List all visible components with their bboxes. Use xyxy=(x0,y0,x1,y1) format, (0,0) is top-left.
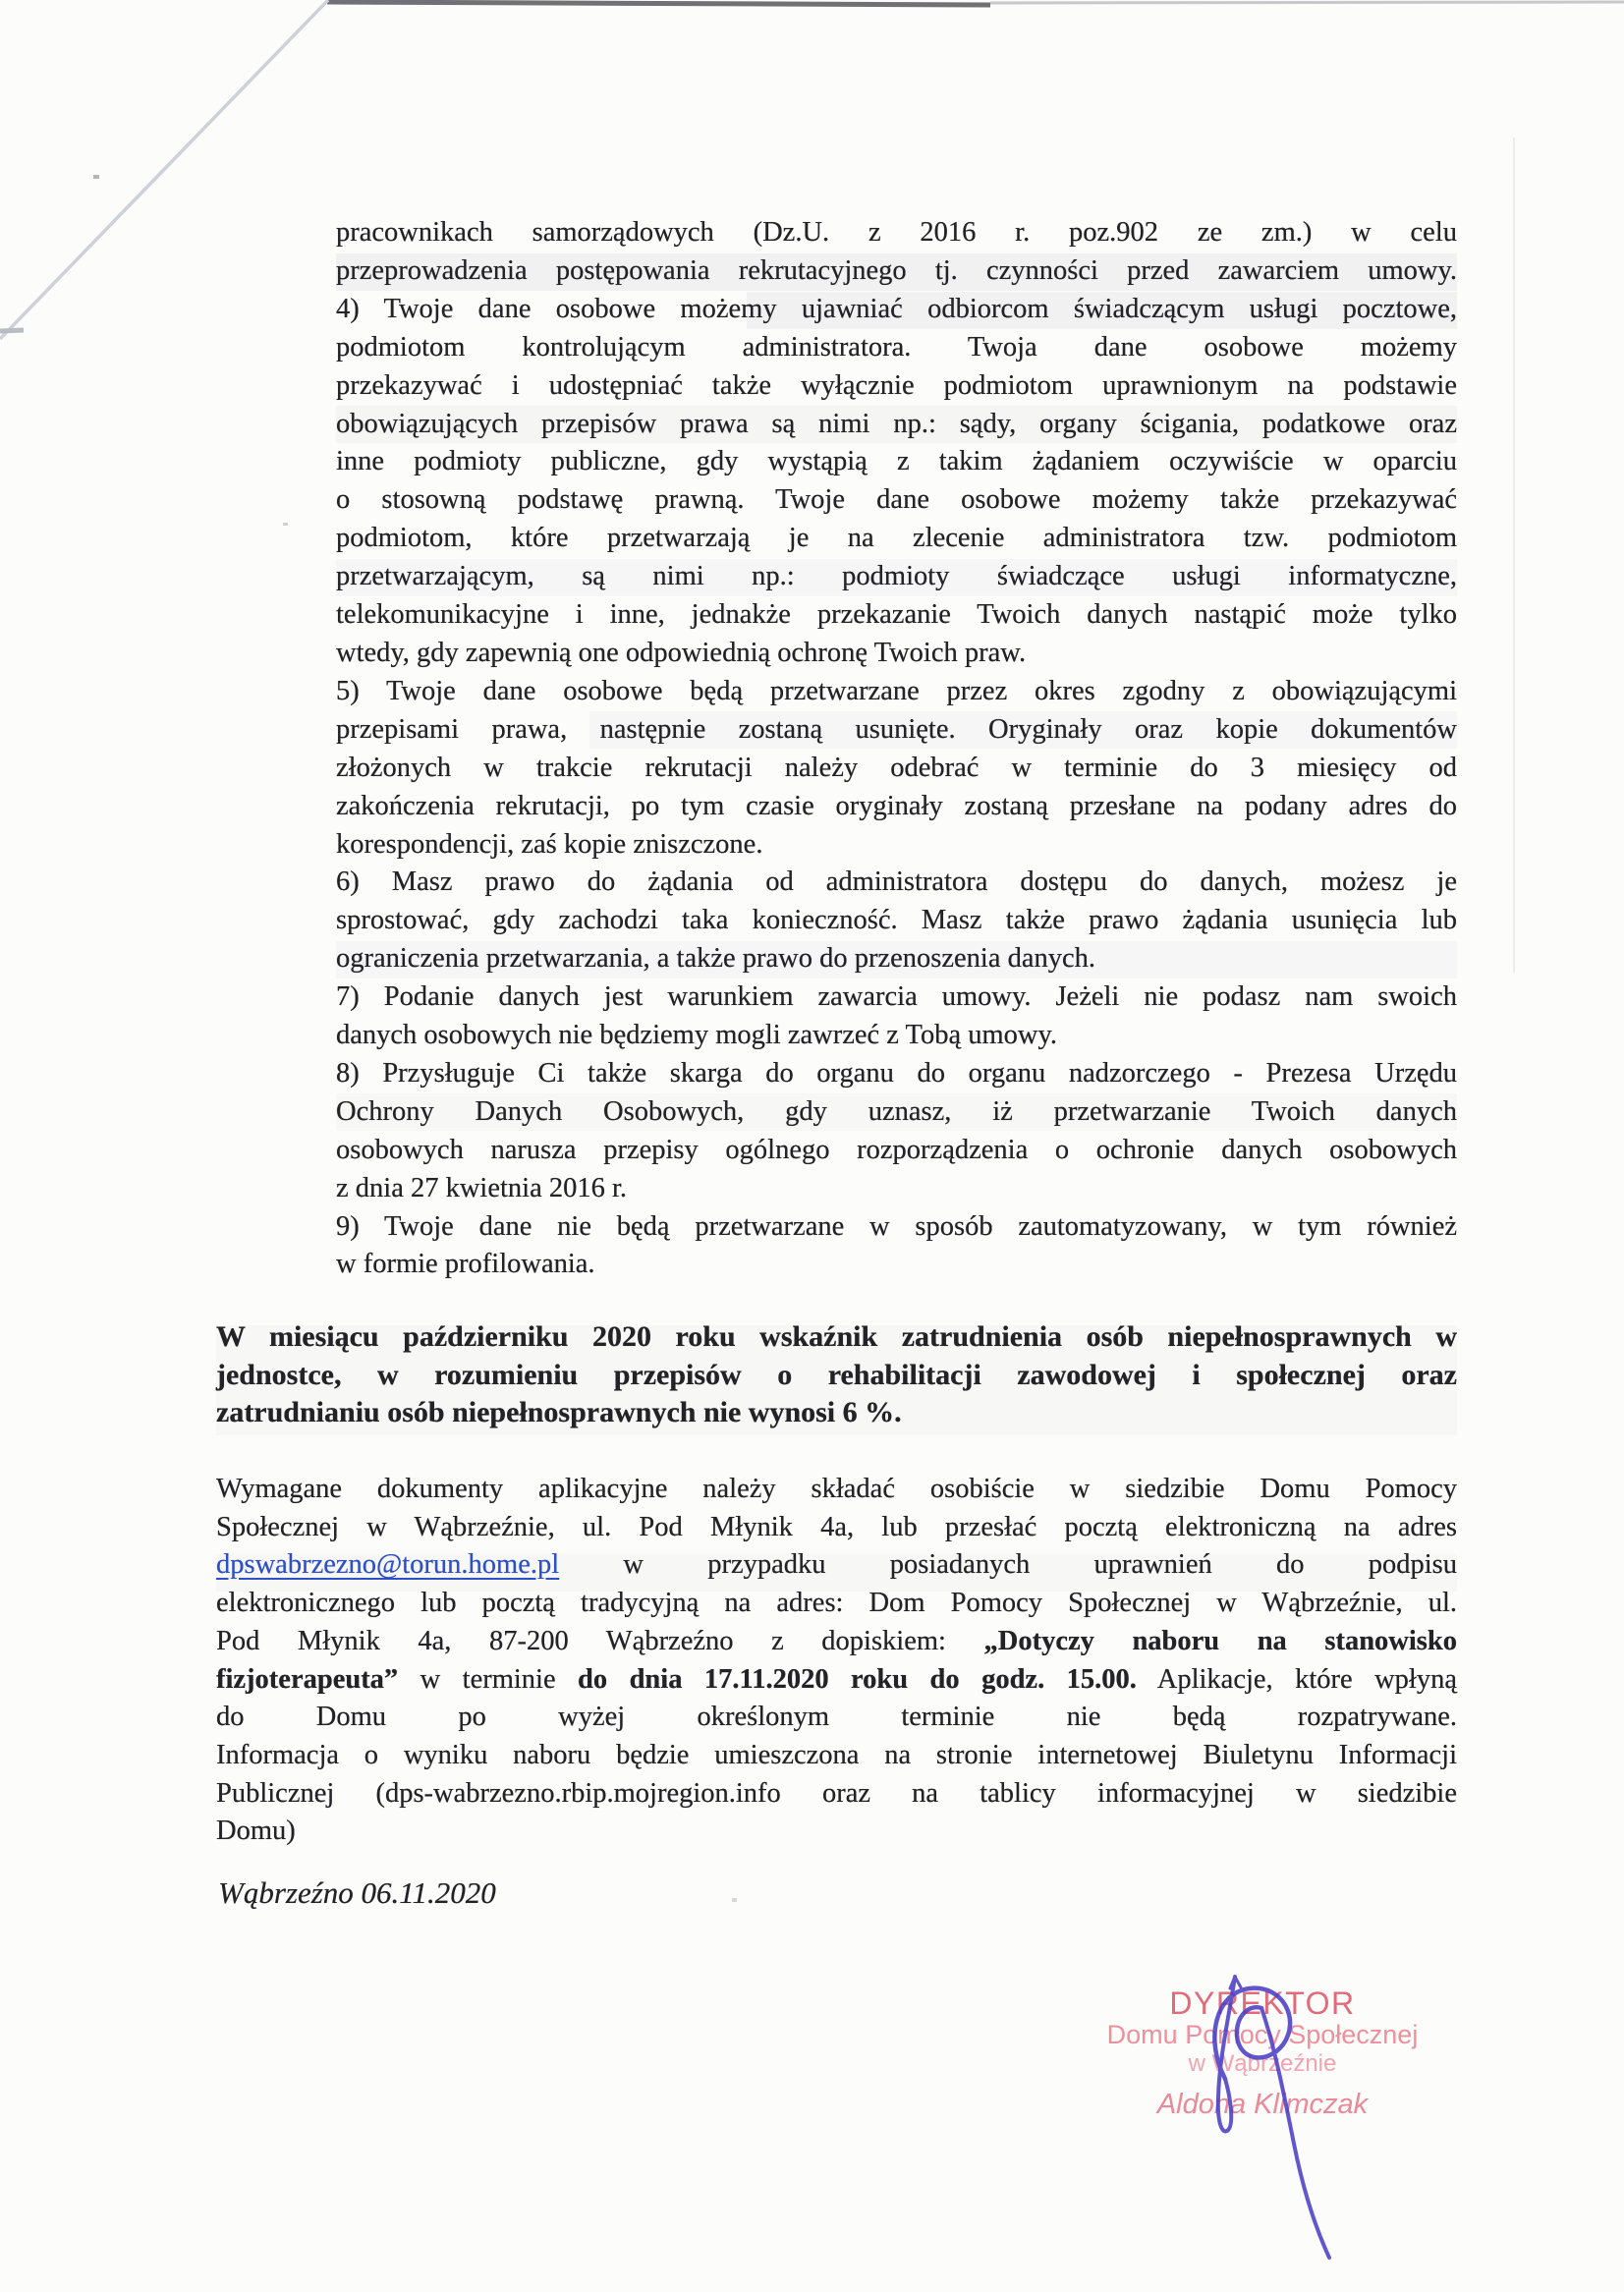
text-segment: przetwarzającym, są nimi np.: podmioty świadczące usługi informatyczne, xyxy=(336,561,1457,592)
text-segment: osobowych narusza przepisy ogólnego rozporządzenia o ochronie danych osobowych xyxy=(336,1134,1457,1165)
text-line xyxy=(216,1661,1457,1700)
stamp-organization: Domu Pomocy Społecznej xyxy=(1106,2020,1419,2049)
text-line xyxy=(336,1208,1457,1247)
text-line xyxy=(336,1170,1457,1208)
text-segment: telekomunikacyjne i inne, jednakże przekazanie Twoich danych nastąpić może tylko xyxy=(336,599,1457,631)
bold-text: fizjoterapeuta” xyxy=(216,1663,399,1695)
text-segment: 9) Twoje dane nie będą przetwarzane w sposób zautomatyzowany, w tym również xyxy=(336,1210,1457,1242)
text-line xyxy=(336,443,1457,481)
text-line xyxy=(336,635,1457,673)
text-segment: zatrudnianiu osób niepełnosprawnych nie wynosi 6 %. xyxy=(216,1396,902,1429)
text-line xyxy=(336,291,1457,329)
text-segment: przeprowadzenia postępowania rekrutacyjnego tj. czynności przed zawarciem umowy. xyxy=(336,254,1457,286)
text-line xyxy=(216,1471,1457,1509)
text-line xyxy=(336,329,1457,367)
text-line xyxy=(336,481,1457,520)
text-line xyxy=(336,940,1457,978)
application-instructions-paragraph xyxy=(216,1471,1457,1851)
text-segment: podmiotom kontrolującym administratora. Twoja dane osobowe możemy xyxy=(336,331,1457,363)
text-line xyxy=(336,1132,1457,1170)
text-line xyxy=(216,1699,1457,1737)
text-segment: o stosowną podstawę prawną. Twoje dane osobowe możemy także przekazywać xyxy=(336,484,1457,516)
text-line xyxy=(216,1318,1457,1357)
text-segment: Informacja o wyniku naboru będzie umieszczona na stronie internetowej Biuletynu Informacji xyxy=(216,1739,1457,1770)
text-segment: pracownikach samorządowych (Dz.U. z 2016 r. poz.902 ze zm.) w celu xyxy=(336,217,1457,248)
text-line xyxy=(216,1357,1457,1395)
text-segment: 6) Masz prawo do żądania od administratora dostępu do danych, możesz je xyxy=(336,866,1457,898)
text-segment: Ochrony Danych Osobowych, gdy uznasz, iż przetwarzanie Twoich danych xyxy=(336,1095,1457,1127)
text-line xyxy=(336,673,1457,711)
stamp-signatory-name: Aldona Klimczak xyxy=(1156,2089,1369,2120)
text-segment: Domu) xyxy=(216,1816,296,1847)
text-line xyxy=(336,711,1457,750)
text-segment: 4) Twoje dane osobowe możemy ujawniać odbiorcom świadczącym usługi pocztowe, xyxy=(336,293,1457,324)
text-line xyxy=(336,1017,1457,1055)
text-segment: W miesiącu październiku 2020 roku wskaźnik zatrudnienia osób niepełnosprawnych w xyxy=(216,1320,1457,1353)
text-segment: Publicznej (dps-wabrzezno.rbip.mojregion.info oraz na tablicy informacyjnej w siedzibie xyxy=(216,1777,1457,1809)
text-segment: w terminie xyxy=(398,1663,579,1695)
text-line xyxy=(336,1055,1457,1093)
text-segment: 8) Przysługuje Ci także skarga do organu do organu nadzorczego - Prezesa Urzędu xyxy=(336,1057,1457,1089)
text-segment: 7) Podanie danych jest warunkiem zawarcia umowy. Jeżeli nie podasz nam swoich xyxy=(336,981,1457,1013)
text-line xyxy=(336,902,1457,940)
text-segment: ograniczenia przetwarzania, a także prawo do przenoszenia danych. xyxy=(336,943,1096,975)
email-link[interactable]: dpswabrzezno@torun.home.pl xyxy=(216,1549,560,1581)
text-line xyxy=(336,214,1457,252)
text-segment: podmiotom, które przetwarzają je na zlecenie administratora tzw. podmiotom xyxy=(336,523,1457,554)
text-line xyxy=(216,1509,1457,1547)
text-line xyxy=(336,520,1457,558)
text-line xyxy=(336,1093,1457,1132)
text-segment: Wymagane dokumenty aplikacyjne należy składać osobiście w siedzibie Domu Pomocy xyxy=(216,1474,1457,1504)
text-line xyxy=(216,1585,1457,1623)
text-line xyxy=(336,558,1457,596)
text-segment: danych osobowych nie będziemy mogli zawrzeć z Tobą umowy. xyxy=(336,1020,1058,1051)
place-and-date-line: Wąbrzeźno 06.11.2020 xyxy=(218,1875,496,1910)
bold-text: „Dotyczy naboru na stanowisko xyxy=(983,1625,1457,1656)
text-line xyxy=(216,1394,1457,1432)
text-line xyxy=(216,1737,1457,1775)
text-line xyxy=(336,596,1457,635)
text-segment: złożonych w trakcie rekrutacji należy odebrać w terminie do 3 miesięcy od xyxy=(336,752,1457,783)
text-line xyxy=(336,864,1457,902)
text-segment: jednostce, w rozumieniu przepisów o rehabilitacji zawodowej i społecznej oraz xyxy=(216,1358,1457,1391)
text-segment: Społecznej w Wąbrzeźnie, ul. Pod Młynik 4a, lub przesłać pocztą elektroniczną na adres xyxy=(216,1511,1457,1542)
text-line xyxy=(336,978,1457,1017)
text-segment: korespondencji, zaś kopie zniszczone. xyxy=(336,828,763,860)
text-segment: 5) Twoje dane osobowe będą przetwarzane przez okres zgodny z obowiązującymi xyxy=(336,675,1457,706)
text-line xyxy=(216,1775,1457,1814)
text-segment: elektronicznego lub pocztą tradycyjną na adres: Dom Pomocy Społecznej w Wąbrzeźnie, ul. xyxy=(216,1588,1457,1619)
text-segment: sprostować, gdy zachodzi taka konieczność. Masz także prawo żądania usunięcia lub xyxy=(336,905,1457,936)
text-line xyxy=(336,367,1457,406)
text-segment: do Domu po wyżej określonym terminie nie będą rozpatrywane. xyxy=(216,1702,1457,1733)
text-segment: przekazywać i udostępniać także wyłącznie podmiotom uprawnionym na podstawie xyxy=(336,369,1457,401)
stamp-title: DYREKTOR xyxy=(1169,1985,1356,2021)
text-segment: w formie profilowania. xyxy=(336,1249,595,1280)
text-line xyxy=(336,252,1457,291)
rodo-clauses-paragraphs xyxy=(336,214,1457,1284)
text-line xyxy=(336,1246,1457,1284)
text-segment: Aplikacje, które wpłyną xyxy=(1136,1663,1457,1695)
text-line xyxy=(216,1813,1457,1851)
text-segment: w przypadku posiadanych uprawnień do podpisu xyxy=(559,1549,1457,1581)
director-stamp xyxy=(1095,1986,1429,2121)
text-segment: obowiązujących przepisów prawa są nimi np.: sądy, organy ścigania, podatkowe oraz xyxy=(336,408,1457,439)
text-line xyxy=(216,1546,1457,1585)
text-segment: z dnia 27 kwietnia 2016 r. xyxy=(336,1172,628,1203)
text-segment: przepisami prawa, następnie zostaną usunięte. Oryginały oraz kopie dokumentów xyxy=(336,713,1457,745)
text-line xyxy=(336,826,1457,865)
bold-text: do dnia 17.11.2020 roku do godz. 15.00. xyxy=(578,1663,1137,1695)
text-segment: inne podmioty publiczne, gdy wystąpią z takim żądaniem oczywiście w oparciu xyxy=(336,446,1457,477)
employment-indicator-paragraph xyxy=(216,1318,1457,1432)
text-line xyxy=(216,1623,1457,1661)
text-segment: wtedy, gdy zapewnią one odpowiednią ochronę Twoich praw. xyxy=(336,637,1027,668)
text-segment: Pod Młynik 4a, 87-200 Wąbrzeźno z dopiskiem: xyxy=(216,1625,984,1656)
text-segment: zakończenia rekrutacji, po tym czasie oryginały zostaną przesłane na podany adres do xyxy=(336,790,1457,821)
text-line xyxy=(336,406,1457,444)
text-line xyxy=(336,788,1457,826)
text-line xyxy=(336,750,1457,788)
stamp-place: w Wąbrzeźnie xyxy=(1188,2050,1337,2077)
